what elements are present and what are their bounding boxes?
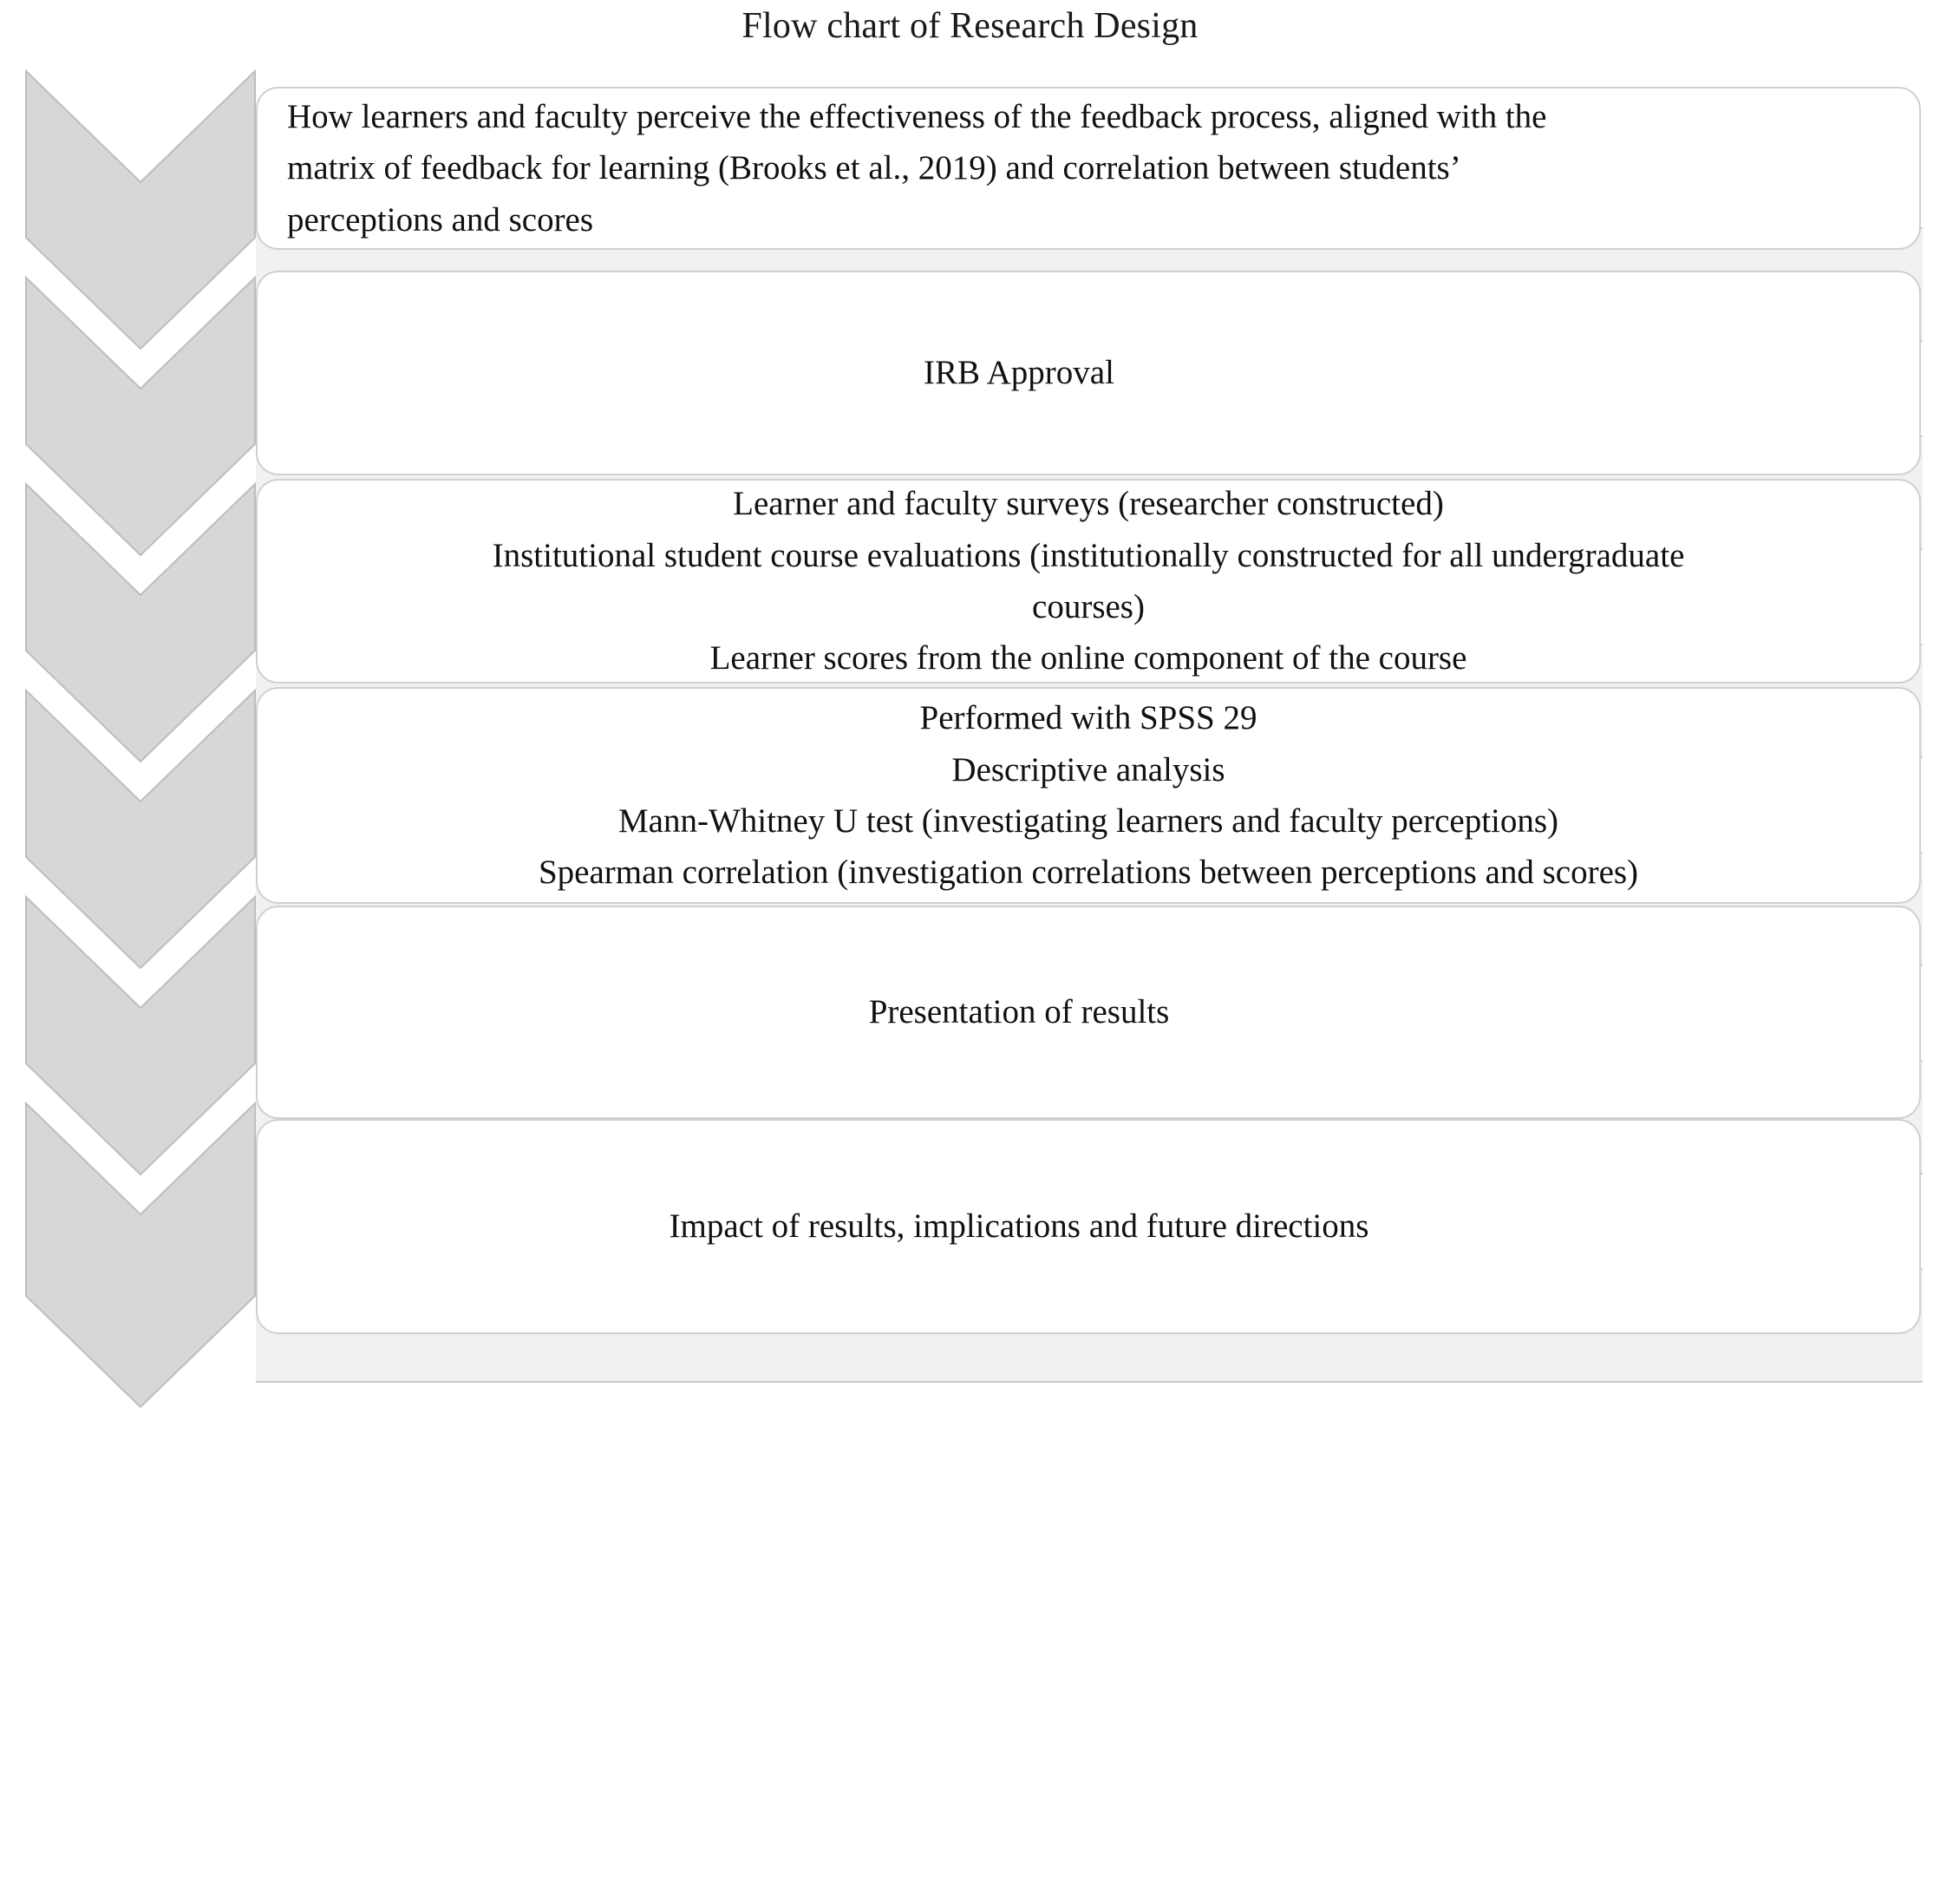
content-line: courses) <box>1032 588 1145 625</box>
content-line: perceptions and scores <box>287 200 594 239</box>
content-box-results[interactable] <box>256 906 1921 1119</box>
content-line: Learner scores from the online component of the course <box>709 639 1467 677</box>
stage-chevron-rail <box>26 71 255 1897</box>
content-line: IRB Approval <box>924 354 1114 392</box>
stage-content-column <box>256 71 1923 1849</box>
content-box-data-analysis[interactable] <box>256 687 1921 904</box>
content-line: matrix of feedback for learning (Brooks et al., 2019) and correlation between students’ <box>287 149 1461 187</box>
content-line: Performed with SPSS 29 <box>919 699 1257 737</box>
page-title: Flow chart of Research Design <box>741 6 1199 46</box>
content-line: Presentation of results <box>868 993 1170 1031</box>
content-line: Institutional student course evaluations (institutionally constructed for all undergraduate <box>492 536 1685 574</box>
chevron-stage-1[interactable] <box>26 71 255 357</box>
content-box-irb-approval[interactable] <box>256 271 1921 475</box>
content-box-research-problem[interactable] <box>256 87 1921 250</box>
content-box-discussion-conclusions[interactable] <box>256 1119 1921 1334</box>
content-line: Spearman correlation (investigation correlations between perceptions and scores) <box>538 854 1639 892</box>
content-box-data-collection[interactable] <box>256 479 1921 684</box>
content-line: Mann-Whitney U test (investigating learners and faculty perceptions) <box>617 802 1559 840</box>
content-line: How learners and faculty perceive the effectiveness of the feedback process, aligned with the <box>287 98 1547 136</box>
content-line: Descriptive analysis <box>951 750 1225 788</box>
content-line: Learner and faculty surveys (researcher constructed) <box>733 485 1444 523</box>
content-line: Impact of results, implications and future directions <box>669 1207 1369 1246</box>
